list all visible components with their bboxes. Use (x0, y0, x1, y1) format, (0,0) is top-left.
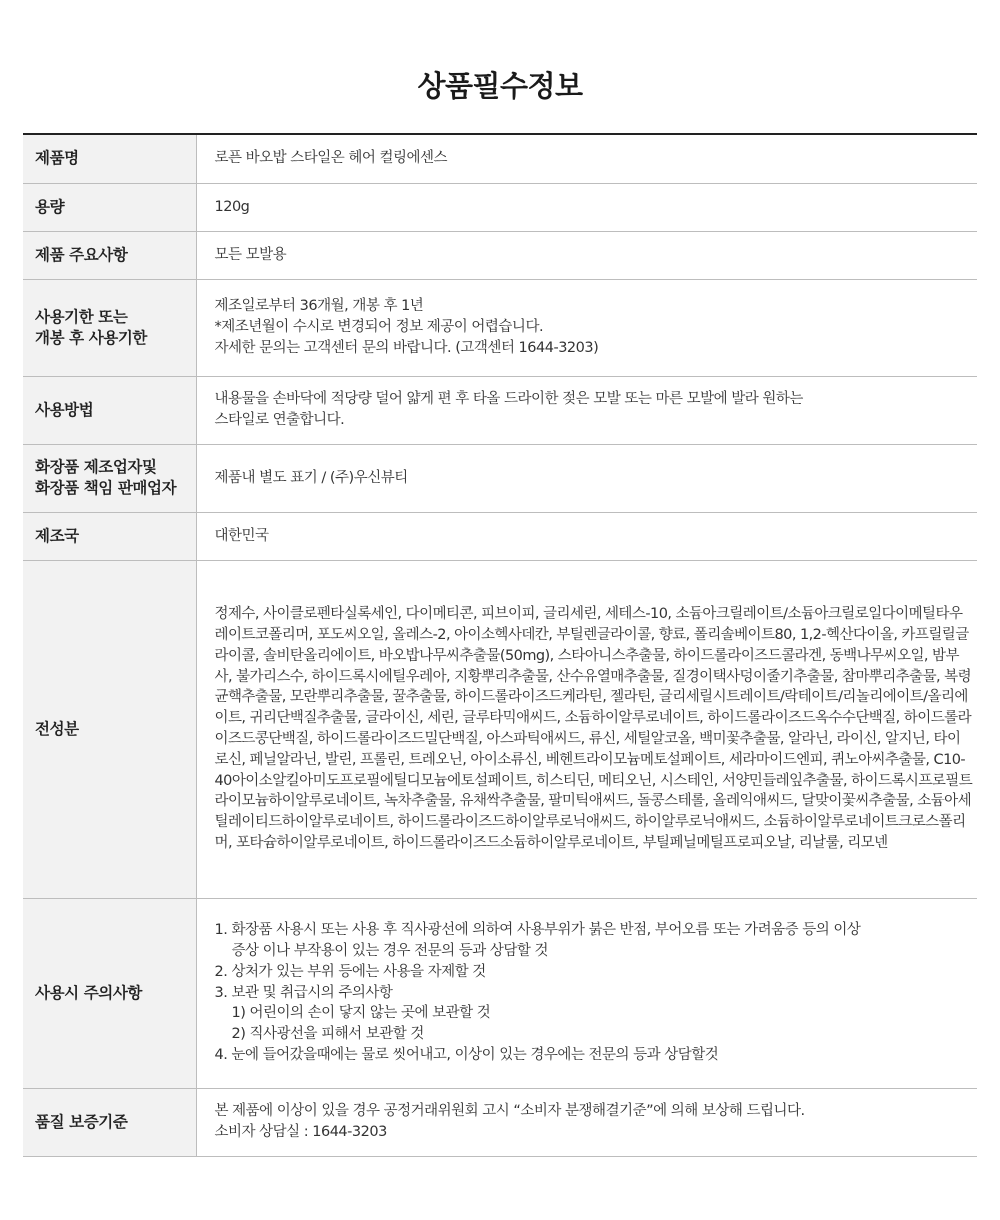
row-label: 사용시 주의사항 (23, 898, 196, 1088)
usage-line: 스타일로 연출합니다. (214, 412, 345, 428)
expiry-line: 제조일로부터 36개월, 개봉 후 1년 (214, 298, 424, 315)
row-usage (23, 376, 977, 444)
row-volume (23, 183, 977, 231)
row-label: 제품명 (23, 134, 196, 183)
row-label: 사용기한 또는 개봉 후 사용기한 (23, 279, 196, 376)
row-label: 품질 보증기준 (23, 1088, 196, 1156)
row-label: 전성분 (23, 560, 196, 898)
row-value: 대한민국 (214, 527, 269, 544)
row-label: 사용방법 (23, 376, 196, 444)
row-expiry (23, 279, 977, 376)
precaution-line: 1. 화장품 사용시 또는 사용 후 직사광선에 의하여 사용부위가 붉은 반점, 부어오름 또는 가려움증 등의 이상 (214, 922, 861, 939)
precaution-line: 증상 이나 부작용이 있는 경우 전문의 등과 상담할 것 (231, 943, 549, 959)
row-manufacturer (23, 444, 977, 512)
expiry-line: *제조년월이 수시로 변경되어 정보 제공이 어렵습니다. (214, 319, 544, 336)
precaution-line: 2) 직사광선을 피해서 보관할 것 (231, 1026, 424, 1043)
precaution-line: 4. 눈에 들어갔을때에는 물로 씻어내고, 이상이 있는 경우에는 전문의 등과 상담할것 (214, 1046, 719, 1063)
row-country (23, 512, 977, 560)
row-label: 화장품 제조업자및 화장품 책임 판매업자 (23, 444, 196, 512)
guarantee-line: 소비자 상담실 : 1644-3203 (214, 1124, 387, 1140)
page-title: 상품필수정보 (417, 69, 583, 103)
row-precautions (23, 898, 977, 1088)
row-label: 제품 주요사항 (23, 231, 196, 279)
expiry-line: 자세한 문의는 고객센터 문의 바랍니다. (고객센터 1644-3203) (214, 339, 599, 356)
row-ingredients (23, 560, 977, 898)
row-value: 제품내 별도 표기 / (주)우신뷰티 (214, 469, 408, 486)
row-value: 모든 모발용 (214, 246, 287, 263)
guarantee-line: 본 제품에 이상이 있을 경우 공정거래위원회 고시 “소비자 분쟁해결기준”에 의해 보상해 드립니다. (214, 1103, 805, 1120)
usage-line: 내용물을 손바닥에 적당량 덜어 얇게 편 후 타올 드라이한 젖은 모발 또는 마른 모발에 발라 원하는 (214, 391, 803, 408)
precaution-line: 3. 보관 및 취급시의 주의사항 (214, 984, 393, 1001)
precaution-line: 2. 상처가 있는 부위 등에는 사용을 자제할 것 (214, 963, 486, 980)
row-value (196, 898, 977, 1088)
product-info-table (23, 133, 977, 1157)
row-quality-guarantee (23, 1088, 977, 1156)
row-label: 용량 (23, 183, 196, 231)
row-label: 제조국 (23, 512, 196, 560)
precaution-line: 1) 어린이의 손이 닿지 않는 곳에 보관할 것 (231, 1005, 491, 1022)
row-value: 120g (214, 198, 250, 215)
ingredients-text: 정제수, 사이클로펜타실록세인, 다이메티콘, 피브이피, 글리세린, 세테스-10, 소듐아크릴레이트/소듐아크릴로일다이메틸타우레이트코폴리머, 포도씨오일, 올레스-2, 아이소헥사데칸, 부틸렌글라이콜, 향료, 폴리솔베이트80, 1,2-헥산다이올, 카프릴릴글라이콜, 솔비탄올리에이트, 바오밥나무씨추출물(50mg), 스타아니스추출물, 하이드롤라이즈드콜라겐, 동백나무씨오일, 밤부사, 불가리스수, 하이드록시에틸우레아, 지황뿌리추출물, 산수유열매추출물, 질경이택사덩이줄기추출물, 참마뿌리추출물, 복령균핵추출물, 모란뿌리추출물, 꿀추출물, 하이드롤라이즈드케라틴, 젤라틴, 글리세릴시트레이트/락테이트/리놀리에이트/올리에이트, 귀리단백질추출물, 글라이신, 세린, 글루타믹애씨드, 소듐하이알루로네이트, 하이드롤라이즈드옥수수단백질, 하이드롤라이즈드콩단백질, 하이드롤라이즈드밀단백질, 아스파틱애씨드, 류신, 세틸알코올, 백미꽃추출물, 알라닌, 라이신, 알지닌, 타이로신, 페닐알라닌, 발린, 프롤린, 트레오닌, 아이소류신, 베헨트라이모늄메토설페이트, 세라마이드엔피, 퀴노아씨추출물, C10-40아이소알킬아미도프로필에틸디모늄에토설페이트, 히스티딘, 메티오닌, 시스테인, 서양민들레잎추출물, 하이드록시프로필트라이모늄하이알루로네이트, 녹차추출물, 유채싹추출물, 팔미틱애씨드, 돌콩스테롤, 올레익애씨드, 달맞이꽃씨추출물, 소듐아세틸레이티드하이알루로네이트, 하이드롤라이즈드하이알루로닉애씨드, 하이알루로닉애씨드, 소듐하이알루로네이트크로스폴리머, 포타슘하이알루로네이트, 하이드롤라이즈드소듐하이알루로네이트, 부틸페닐메틸프로피오날, 리날룰, 리모넨 (214, 606, 973, 851)
row-value (196, 1088, 977, 1156)
row-product-name (23, 134, 977, 183)
row-value (196, 560, 977, 898)
row-value (196, 279, 977, 376)
row-main-features (23, 231, 977, 279)
row-value: 로픈 바오밥 스타일온 헤어 컬링에센스 (214, 150, 448, 167)
row-value (196, 376, 977, 444)
